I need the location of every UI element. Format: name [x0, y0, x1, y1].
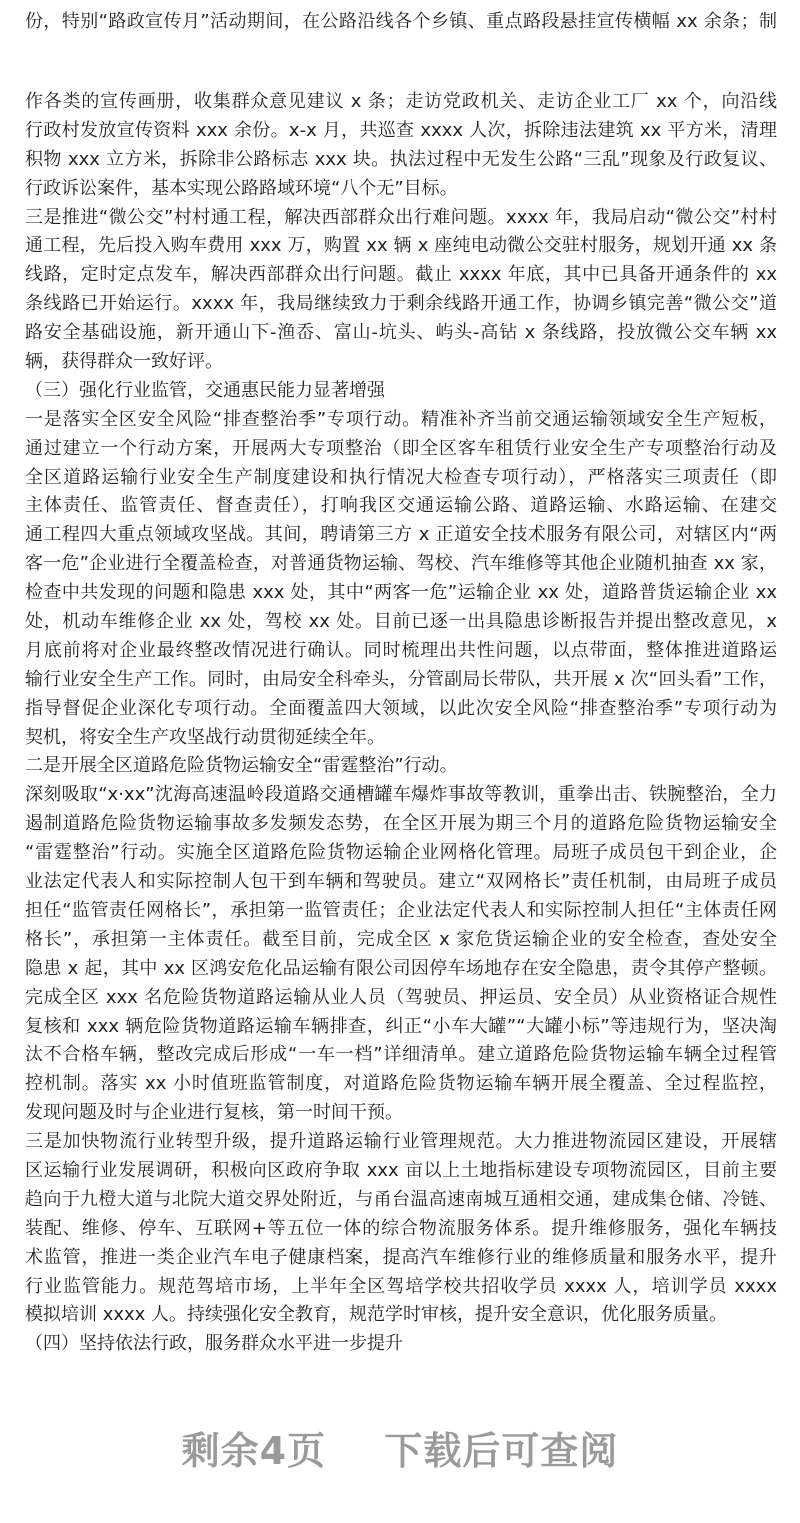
text-line: 通工程，先后投入购车费用 xxx 万，购置 xx 辆 x 座纯电动微公交驻村服务，规划开通 xx 条	[25, 235, 777, 257]
text-line: 通工程四大重点领域攻坚战。其间，聘请第三方 x 正道安全技术服务有限公司，对辖区内“两	[25, 524, 777, 546]
document-text-block-2	[25, 88, 777, 1359]
text-line: 发现问题及时与企业进行复核，第一时间干预。	[25, 1102, 403, 1124]
text-line: 月底前将对企业最终整改情况进行确认。同时梳理出共性问题，以点带面，整体推进道路运	[25, 639, 777, 661]
text-line: 模拟培训 xxxx 人。持续强化安全教育，规范学时审核，提升安全意识，优化服务质量。	[25, 1304, 728, 1326]
document-text-block-1	[25, 8, 777, 37]
text-line: 作各类的宣传画册，收集群众意见建议 x 条；走访党政机关、走访企业工厂 xx 个，向沿线	[25, 91, 777, 112]
text-line: 术监管，推进一类企业汽车电子健康档案，提高汽车维修行业的维修质量和服务水平，提升	[25, 1246, 777, 1268]
text-line: 行政诉讼案件，基本实现公路路域环境“八个无”目标。	[25, 177, 458, 199]
text-line: 控机制。落实 xx 小时值班监管制度，对道路危险货物运输车辆开展全覆盖、全过程监控，	[25, 1073, 777, 1095]
text-line: 汰不合格车辆，整改完成后形成“一车一档”详细清单。建立道路危险货物运输车辆全过程管	[25, 1044, 777, 1066]
text-line: 完成全区 xxx 名危险货物道路运输从业人员（驾驶员、押运员、安全员）从业资格证合规性	[25, 986, 777, 1008]
remaining-pages-label: 剩余4页	[181, 1429, 327, 1473]
text-line: 契机，将安全生产攻坚战行动贯彻延续全年。	[25, 726, 385, 748]
text-line: 份，特别“路政宣传月”活动期间，在公路沿线各个乡镇、重点路段悬挂宣传横幅 xx 余条；制	[25, 11, 777, 32]
text-line: 隐患 x 起，其中 xx 区鸿安危化品运输有限公司因停车场地存在安全隐患，责令其停产整顿。	[25, 957, 777, 979]
text-line: 二是开展全区道路危险货物运输安全“雷霆整治”行动。	[25, 755, 458, 777]
text-line: 复核和 xxx 辆危险货物道路运输车辆排查，纠正“小车大罐”“大罐小标”等违规行为，坚决淘	[25, 1015, 777, 1037]
text-line: 全区道路运输行业安全生产制度建设和执行情况大检查专项行动），严格落实三项责任（即	[25, 466, 777, 488]
text-line: 区运输行业发展调研，积极向区政府争取 xxx 亩以上土地指标建设专项物流园区，目前主要	[25, 1159, 777, 1181]
text-line: 行政村发放宣传资料 xxx 余份。x-x 月，共巡查 xxxx 人次，拆除违法建筑 xx 平方米，清理	[25, 119, 777, 141]
text-line: 通过建立一个行动方案，开展两大专项整治（即全区客车租赁行业安全生产专项整治行动及	[25, 437, 777, 459]
text-line: 深刻吸取“x·xx”沈海高速温岭段道路交通槽罐车爆炸事故等教训，重拳出击、铁腕整治，全力	[25, 784, 777, 806]
text-line: （三）强化行业监管，交通惠民能力显著增强	[25, 379, 385, 401]
text-line: 线路，定时定点发车，解决西部群众出行问题。截止 xxxx 年底，其中已具备开通条件的 xx	[25, 264, 777, 286]
text-line: 业法定代表人和实际控制人包干到车辆和驾驶员。建立“双网格长”责任机制，由局班子成员	[25, 871, 777, 893]
text-line: 辆，获得群众一致好评。	[25, 351, 223, 373]
text-line: 三是推进“微公交”村村通工程，解决西部群众出行难问题。xxxx 年，我局启动“微公交”村村	[25, 206, 777, 228]
download-to-view-label[interactable]: 下载后可查阅	[384, 1429, 619, 1473]
text-line: 主体责任、监管责任、督查责任），打响我区交通运输公路、道路运输、水路运输、在建交	[25, 495, 777, 517]
text-line: 检查中共发现的问题和隐患 xxx 处，其中“两客一危”运输企业 xx 处，道路普货运输企业 xx	[25, 582, 777, 604]
text-line: 一是落实全区安全风险“排查整治季”专项行动。精准补齐当前交通运输领域安全生产短板，	[25, 408, 777, 430]
text-line: 处，机动车维修企业 xx 处，驾校 xx 处。目前已逐一出具隐患诊断报告并提出整改意见，x	[25, 611, 777, 633]
text-line: 装配、维修、停车、互联网+等五位一体的综合物流服务体系。提升维修服务，强化车辆技	[25, 1217, 777, 1239]
text-line: 输行业安全生产工作。同时，由局安全科牵头，分管副局长带队，共开展 x 次“回头看”工作，	[25, 668, 777, 690]
text-line: “雷霆整治”行动。实施全区道路危险货物运输企业网格化管理。局班子成员包干到企业，企	[25, 842, 777, 864]
text-line: 行业监管能力。规范驾培市场，上半年全区驾培学校共招收学员 xxxx 人，培训学员 xxxx	[25, 1275, 777, 1297]
text-line: 指导督促企业深化专项行动。全面覆盖四大领域，以此次安全风险“排查整治季”专项行动为	[25, 697, 777, 719]
text-line: （四）坚持依法行政，服务群众水平进一步提升	[25, 1333, 403, 1355]
text-line: 遏制道路危险货物运输事故多发频发态势，在全区开展为期三个月的道路危险货物运输安全	[25, 813, 777, 835]
text-line: 格长”，承担第一主体责任。截至目前，完成全区 x 家危货运输企业的安全检查，查处安全	[25, 928, 777, 950]
text-line: 客一危”企业进行全覆盖检查，对普通货物运输、驾校、汽车维修等其他企业随机抽查 xx 家，	[25, 553, 777, 575]
download-prompt[interactable]	[0, 1420, 800, 1475]
text-line: 积物 xxx 立方米，拆除非公路标志 xxx 块。执法过程中无发生公路“三乱”现象及行政复议、	[25, 148, 777, 170]
text-line: 趋向于九橙大道与北院大道交界处附近，与甬台温高速南城互通相交通，建成集仓储、冷链、	[25, 1188, 777, 1210]
text-line: 条线路已开始运行。xxxx 年，我局继续致力于剩余线路开通工作，协调乡镇完善“微公交”道	[25, 293, 777, 315]
text-line: 路安全基础设施，新开通山下-渔岙、富山-坑头、屿头-高钻 x 条线路，投放微公交车辆 xx	[25, 322, 777, 344]
text-line: 三是加快物流行业转型升级，提升道路运输行业管理规范。大力推进物流园区建设，开展辖	[25, 1131, 777, 1153]
text-line: 担任“监管责任网格长”，承担第一监管责任；企业法定代表人和实际控制人担任“主体责任网	[25, 899, 777, 921]
